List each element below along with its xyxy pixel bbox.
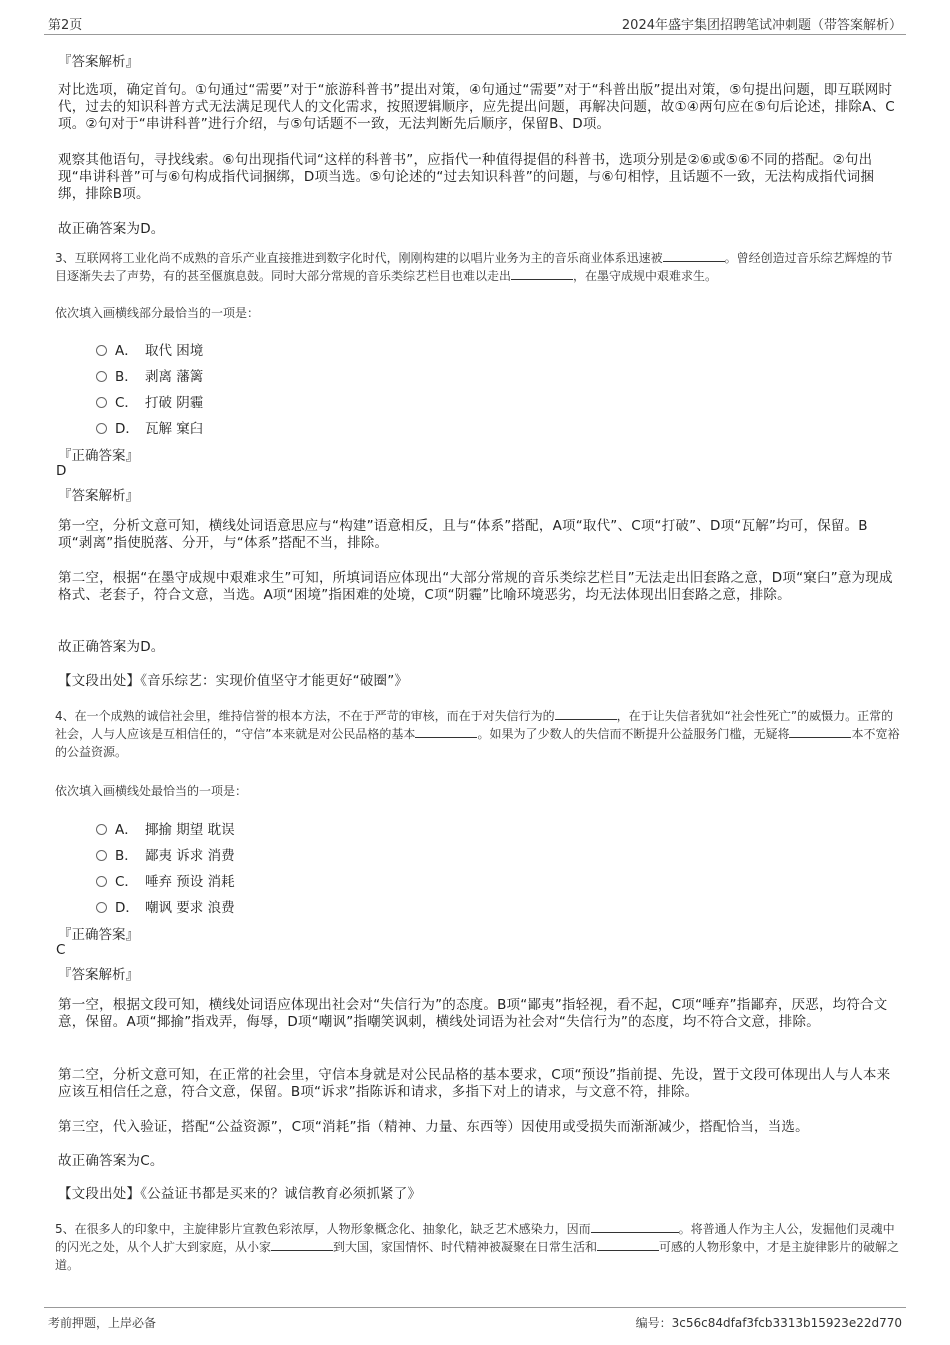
document-title: 2024年盛宇集团招聘笔试冲刺题（带答案解析） xyxy=(621,18,902,33)
q5-stem-part-c: 到大国，家国情怀、时代精神被凝聚在日常生活和 xyxy=(333,1240,598,1254)
q3-blank-2 xyxy=(511,267,573,280)
q4-stem-part-d: 本不宽裕的公益资源。 xyxy=(55,727,900,759)
q3-option-d[interactable]: D． 瓦解 窠臼 xyxy=(96,417,203,437)
page-number: 第2页 xyxy=(48,18,83,33)
q3-option-c[interactable]: C． 打破 阴霾 xyxy=(96,391,203,411)
document-serial: 编号：3c56c84dfaf3fcb3313b15923e22d770 xyxy=(635,1316,902,1330)
q4-source: 【文段出处】《公益证书都是买来的？诚信教育必须抓紧了》 xyxy=(58,1186,422,1202)
q5-stem-part-d: 可感的人物形象中，才是主旋律影片的破解之道。 xyxy=(55,1240,900,1272)
radio-icon[interactable] xyxy=(96,345,107,356)
q4-answer-label: 『正确答案』 xyxy=(58,927,139,943)
q3-stem-part-c: ，在墨守成规中艰难求生。 xyxy=(573,269,718,283)
q4-stem-part-c: 。如果为了少数人的失信而不断提升公益服务门槛，无疑将 xyxy=(477,727,790,741)
q3-analysis-p2: 第二空，根据“在墨守成规中艰难求生”可知，所填词语应体现出“大部分常规的音乐类综艺栏目”无法走出旧套路之意，D项“窠臼”意为现成格式、老套子，符合文意，当选。A项“困境”指困难的处境，C项“阴霾”比喻环境恶劣，均无法体现出旧套路之意，排除。 xyxy=(58,570,893,603)
q4-option-c[interactable]: C． 唾弃 预设 消耗 xyxy=(96,870,235,890)
q3-answer-label: 『正确答案』 xyxy=(58,448,139,464)
q4-conclusion: 故正确答案为C。 xyxy=(58,1153,164,1169)
q3-option-a[interactable]: A． 取代 困境 xyxy=(96,339,203,359)
radio-icon[interactable] xyxy=(96,876,107,887)
q4-stem-part-b: ，在于让失信者犹如“社会性死亡”的威慑力。正常的社会，人与人应该是互相信任的，“守信”本来就是对公民品格的基本 xyxy=(55,709,894,741)
q2-analysis-label: 『答案解析』 xyxy=(58,54,139,70)
footer-slogan: 考前押题，上岸必备 xyxy=(48,1316,157,1330)
q4-analysis-p2: 第二空，分析文意可知，在正常的社会里，守信本身就是对公民品格的基本要求，C项“预设”指前提、先设，置于文段可体现出人与人本来应该互相信任之意，符合文意，保留。B项“诉求”指陈诉和请求，多指下对上的请求，与文意不符，排除。 xyxy=(58,1067,891,1100)
q5-blank-2 xyxy=(271,1238,333,1251)
q2-analysis-p1: 对比选项，确定首句。①句通过“需要”对于“旅游科普书”提出对策，④句通过“需要”对于“科普出版”提出对策，⑤句提出问题，即互联网时代，过去的知识科普方式无法满足现代人的文化需求，按照逻辑顺序，应先提出问题，再解决问题，故①④两句应在⑤句后论述，排除A、C项。②句对于“串讲科普”进行介绍，与⑤句话题不一致，无法判断先后顺序，保留B、D项。 xyxy=(58,82,895,132)
page-footer xyxy=(44,1307,906,1334)
q4-option-b[interactable]: B． 鄙夷 诉求 消费 xyxy=(96,844,235,864)
radio-icon[interactable] xyxy=(96,824,107,835)
q3-source: 【文段出处】《音乐综艺：实现价值坚守才能更好“破圈”》 xyxy=(58,673,409,689)
q4-analysis-p3: 第三空，代入验证，搭配“公益资源”，C项“消耗”指（精神、力量、东西等）因使用或受损失而渐渐减少，搭配恰当，当选。 xyxy=(58,1119,809,1135)
radio-icon[interactable] xyxy=(96,397,107,408)
q5-stem xyxy=(55,1220,900,1274)
q3-stem-part-b: 。曾经创造过音乐综艺辉煌的节目逐渐失去了声势，有的甚至偃旗息鼓。同时大部分常规的音乐类综艺栏目也难以走出 xyxy=(55,251,893,283)
radio-icon[interactable] xyxy=(96,850,107,861)
q3-conclusion: 故正确答案为D。 xyxy=(58,639,165,655)
q5-stem-part-b: 。将普通人作为主人公，发掘他们灵魂中的闪光之处，从个人扩大到家庭，从小家 xyxy=(55,1222,895,1254)
q3-stem xyxy=(55,249,900,285)
q3-answer: D xyxy=(56,463,67,479)
q3-prompt: 依次填入画横线部分最恰当的一项是： xyxy=(55,306,260,320)
q5-blank-3 xyxy=(597,1238,659,1251)
q5-stem-part-a: 5、在很多人的印象中，主旋律影片宣教色彩浓厚，人物形象概念化、抽象化，缺乏艺术感染力，因而 xyxy=(55,1222,591,1236)
q4-blank-3 xyxy=(789,725,851,738)
q4-analysis-label: 『答案解析』 xyxy=(58,967,139,983)
radio-icon[interactable] xyxy=(96,902,107,913)
q4-blank-2 xyxy=(415,725,477,738)
radio-icon[interactable] xyxy=(96,371,107,382)
page-header xyxy=(44,10,906,35)
q4-analysis-p1: 第一空，根据文段可知，横线处词语应体现出社会对“失信行为”的态度。B项“鄙夷”指轻视，看不起，C项“唾弃”指鄙弃，厌恶，均符合文意，保留。A项“揶揄”指戏弄，侮辱，D项“嘲讽”指嘲笑讽刺，横线处词语为社会对“失信行为”的态度，均不符合文意，排除。 xyxy=(58,997,888,1030)
q3-analysis-label: 『答案解析』 xyxy=(58,488,139,504)
q4-stem-part-a: 4、在一个成熟的诚信社会里，维持信誉的根本方法，不在于严苛的审核，而在于对失信行为的 xyxy=(55,709,555,723)
q4-option-d[interactable]: D． 嘲讽 要求 浪费 xyxy=(96,896,235,916)
q4-stem xyxy=(55,707,900,761)
q3-option-b[interactable]: B． 剥离 藩篱 xyxy=(96,365,203,385)
q4-prompt: 依次填入画横线处最恰当的一项是： xyxy=(55,784,248,798)
radio-icon[interactable] xyxy=(96,423,107,434)
q4-answer: C xyxy=(56,942,66,958)
q4-option-a[interactable]: A． 揶揄 期望 耽误 xyxy=(96,818,235,838)
q2-analysis-p2: 观察其他语句，寻找线索。⑥句出现指代词“这样的科普书”，应指代一种值得提倡的科普书，选项分别是②⑥或⑤⑥不同的搭配。②句出现“串讲科普”可与⑥句构成指代词捆绑，D项当选。⑤句论述的“过去知识科普”的问题，与⑥句相悖，且话题不一致，无法构成指代词捆绑，排除B项。 xyxy=(58,152,875,202)
q3-analysis-p1: 第一空，分析文意可知，横线处词语意思应与“构建”语意相反，且与“体系”搭配，A项“取代”、C项“打破”、D项“瓦解”均可，保留。B项“剥离”指使脱落、分开，与“体系”搭配不当，排除。 xyxy=(58,518,868,551)
q4-blank-1 xyxy=(555,707,617,720)
q3-stem-part-a: 3、互联网将工业化尚不成熟的音乐产业直接推进到数字化时代，刚刚构建的以唱片业务为主的音乐商业体系迅速被 xyxy=(55,251,663,265)
q2-conclusion: 故正确答案为D。 xyxy=(58,221,165,237)
q3-blank-1 xyxy=(663,249,725,262)
q5-blank-1 xyxy=(591,1220,679,1233)
